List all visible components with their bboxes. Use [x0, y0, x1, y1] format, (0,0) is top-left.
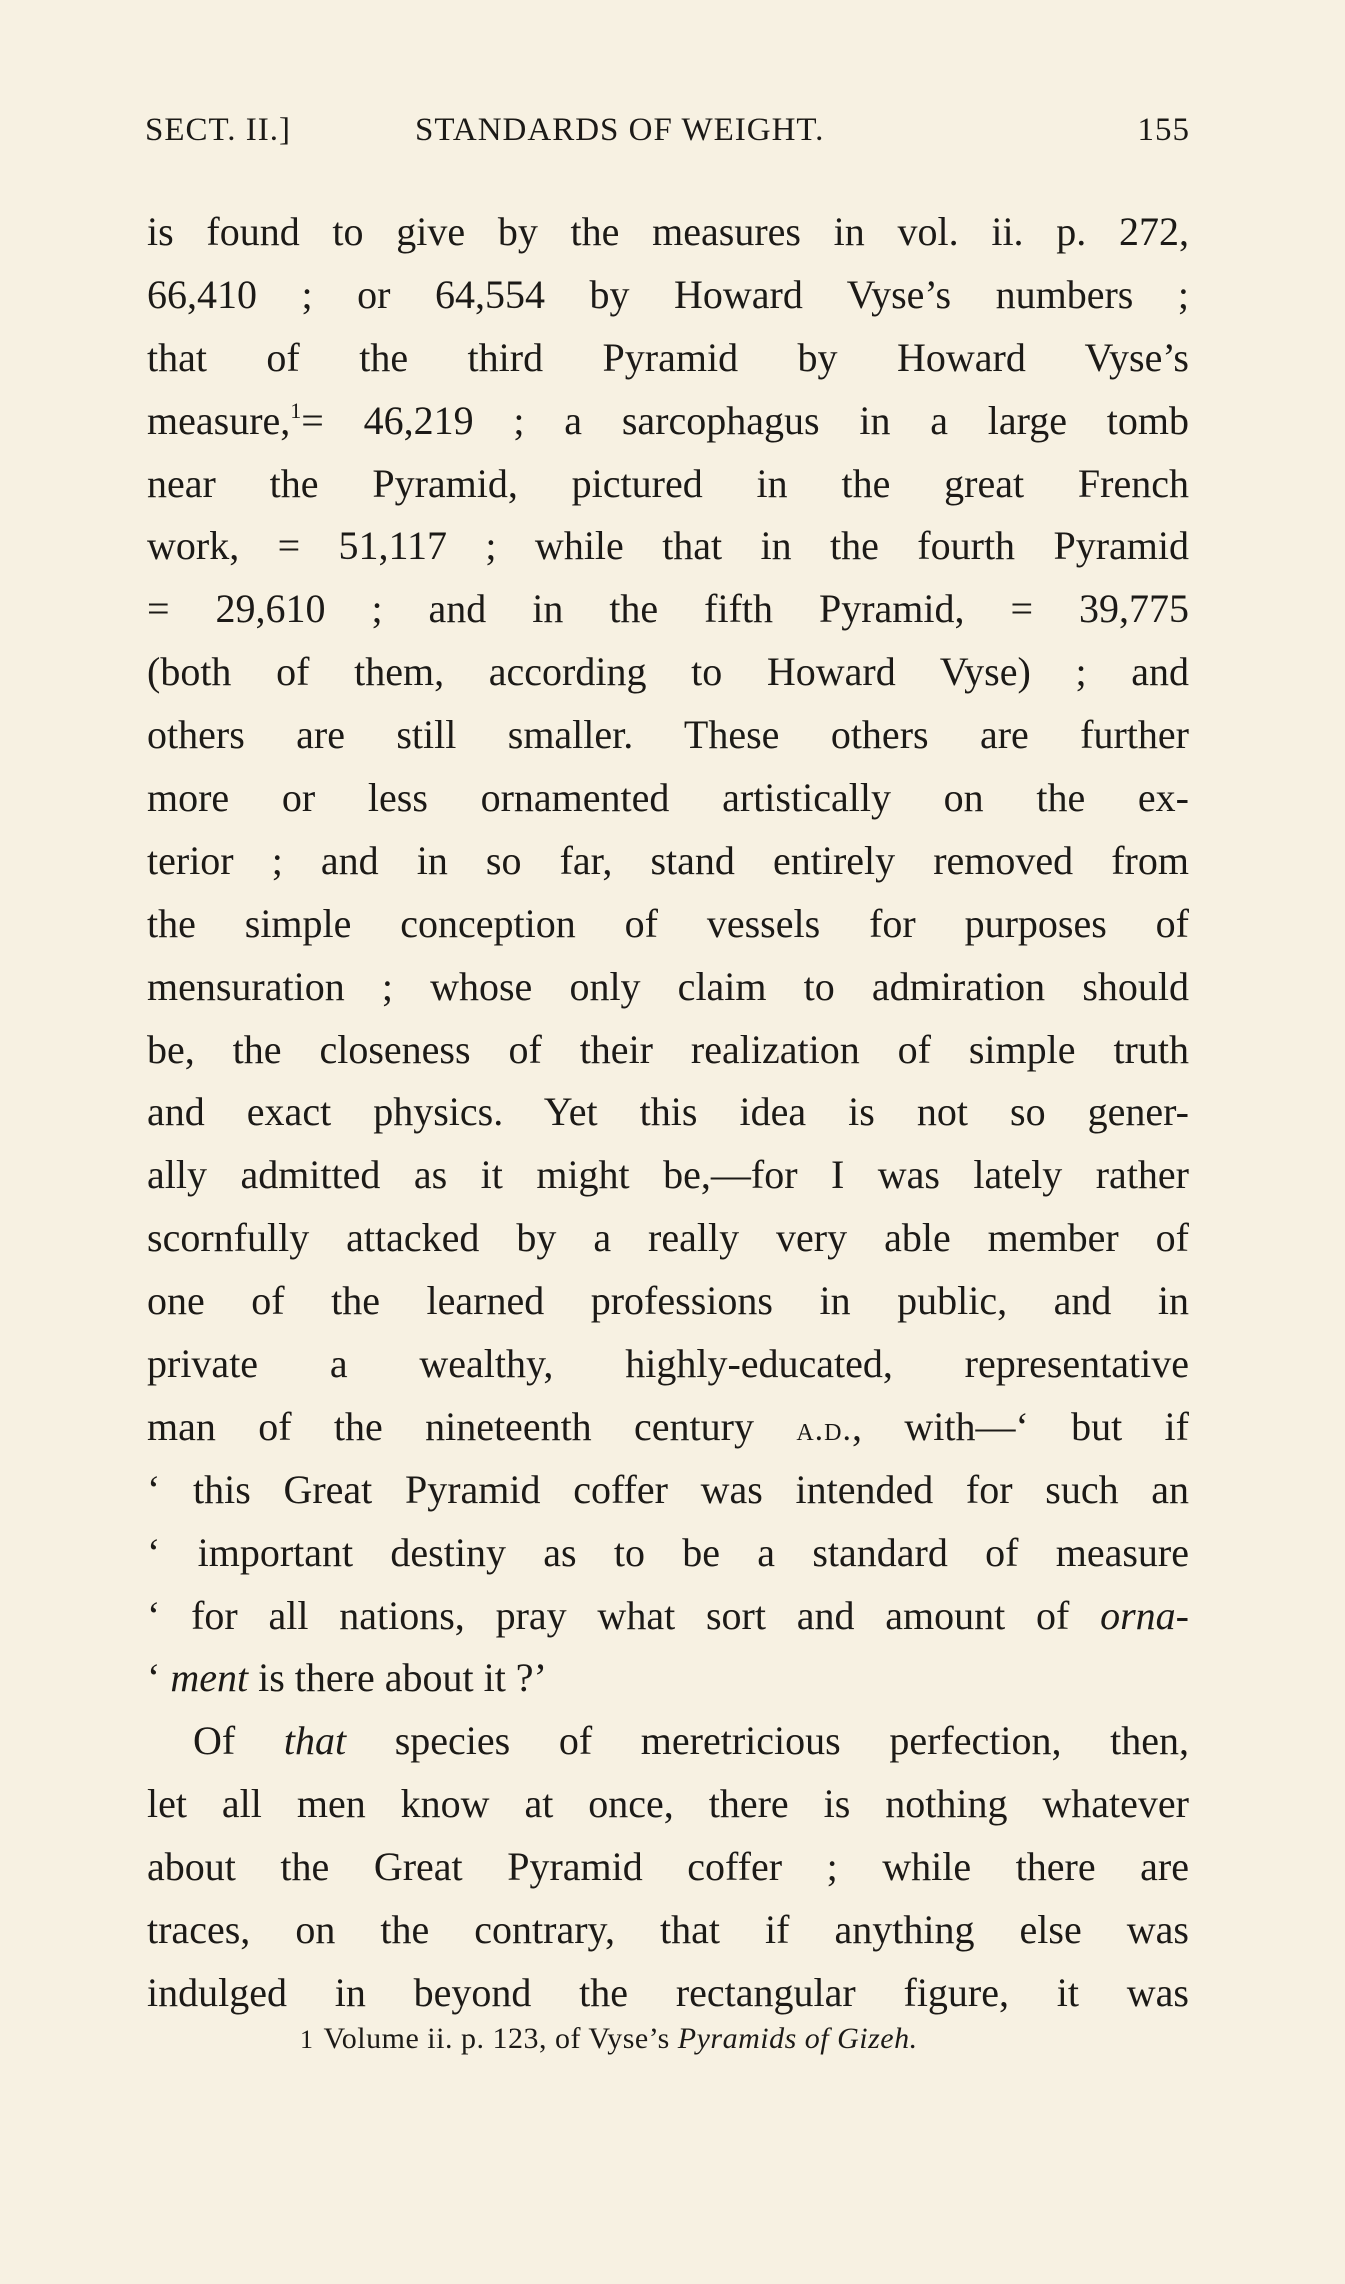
text-span: man of the nineteenth century	[147, 1403, 797, 1449]
text-line: is found to give by the measures in vol. ii. p. 272,	[147, 209, 1189, 254]
text-line: that of the third Pyramid by Howard Vyse’s	[147, 334, 1189, 380]
text-line: the simple conception of vessels for purposes of	[147, 900, 1189, 946]
footnote-text: Volume ii. p. 123, of Vyse’s	[323, 2022, 678, 2055]
running-head	[145, 112, 1190, 162]
text-line: ‘ important destiny as to be a standard of measure	[147, 1529, 1189, 1575]
text-line: more or less ornamented artistically on the ex-	[147, 775, 1189, 821]
text-line: near the Pyramid, pictured in the great French	[147, 460, 1189, 506]
text-line: and exact physics. Yet this idea is not so gener-	[147, 1089, 1189, 1135]
italic-text: orna-	[1100, 1592, 1189, 1638]
text-line: mensuration ; whose only claim to admiration should	[147, 963, 1189, 1009]
text-line: scornfully attacked by a really very able member of	[147, 1215, 1189, 1261]
text-span: ‘	[147, 1655, 171, 1701]
footnote-italic-title: Pyramids of Gizeh.	[677, 2022, 918, 2055]
text-line: others are still smaller. These others are further	[147, 712, 1189, 758]
text-line	[147, 1710, 1189, 1773]
text-span: = 46,219 ; a sarcophagus in a large tomb	[301, 397, 1189, 443]
text-line: ‘ this Great Pyramid coffer was intended for such an	[147, 1466, 1189, 1512]
text-line	[147, 1585, 1189, 1648]
footnote-reference: 1	[290, 397, 302, 423]
italic-text: ment	[170, 1655, 249, 1701]
text-line: = 29,610 ; and in the fifth Pyramid, = 39,775	[147, 586, 1189, 632]
footnote	[300, 2022, 1200, 2056]
text-line: ally admitted as it might be,—for I was lately rather	[147, 1152, 1189, 1198]
text-span: ‘ for all nations, pray what sort and amount of	[147, 1592, 1101, 1638]
body-text	[147, 201, 1189, 2025]
section-label: SECT. II.]	[145, 112, 291, 148]
text-line	[147, 1396, 1189, 1459]
footnote-marker: 1	[300, 2025, 314, 2054]
text-line: (both of them, according to Howard Vyse) ; and	[147, 649, 1189, 695]
text-span: Of	[193, 1718, 284, 1764]
text-line: traces, on the contrary, that if anything else was	[147, 1907, 1189, 1953]
text-line: about the Great Pyramid coffer ; while there are	[147, 1844, 1189, 1890]
text-span: measure,	[147, 397, 291, 443]
text-span: species of meretricious perfection, then,	[346, 1718, 1189, 1764]
page-number: 155	[1137, 112, 1190, 148]
running-title: STANDARDS OF WEIGHT.	[415, 112, 825, 148]
text-line: be, the closeness of their realization of simple truth	[147, 1026, 1189, 1072]
text-line: private a wealthy, highly-educated, representative	[147, 1341, 1189, 1387]
text-line: indulged in beyond the rectangular figure, it was	[147, 1969, 1189, 2015]
text-span: is there about it ?’	[248, 1655, 547, 1701]
text-line: one of the learned professions in public, and in	[147, 1278, 1189, 1324]
small-caps-era: a.d.	[796, 1410, 852, 1448]
text-line	[147, 1647, 1189, 1710]
text-span: , with—‘ but if	[851, 1403, 1189, 1449]
text-line: 66,410 ; or 64,554 by Howard Vyse’s numbers ;	[147, 271, 1189, 317]
text-line: work, = 51,117 ; while that in the fourth Pyramid	[147, 523, 1189, 569]
text-line	[147, 390, 1189, 453]
text-line: terior ; and in so far, stand entirely removed from	[147, 837, 1189, 883]
text-line: let all men know at once, there is nothing whatever	[147, 1781, 1189, 1827]
italic-text: that	[283, 1718, 347, 1764]
